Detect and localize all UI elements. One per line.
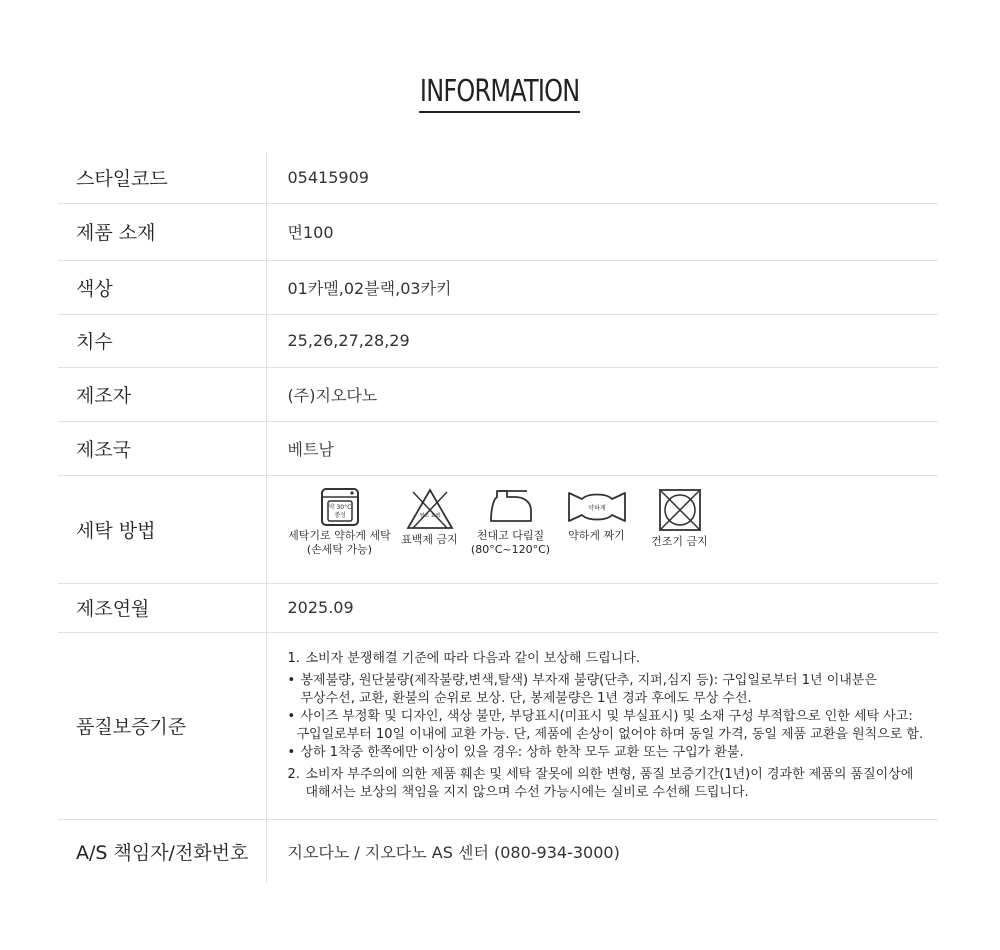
- table-row: [58, 632, 938, 819]
- material-label: 제품 소재: [58, 203, 266, 260]
- as-value: 지오다노 / 지오다노 AS 센터 (080-934-3000): [287, 842, 620, 862]
- manufacture-date-label: 제조연월: [58, 583, 266, 632]
- care-item-wash: [288, 487, 392, 557]
- quality-label: 품질보증기준: [58, 632, 266, 819]
- washing-icons: [266, 475, 938, 583]
- bullet-2-line-2: 구입일로부터 10일 이내에 교환 가능. 단, 제품에 손상이 없어야 하며 동일 가격, 동일 제품 교환을 원칙으로 함.: [296, 726, 924, 742]
- quality-item-2: [288, 766, 939, 802]
- table-row: [58, 203, 938, 260]
- quality-notes: [288, 650, 939, 802]
- color-label: 색상: [58, 260, 266, 314]
- table-row: [58, 367, 938, 421]
- quality-item-1-text: 소비자 분쟁해결 기준에 따라 다음과 같이 보상해 드립니다.: [305, 650, 640, 666]
- wash-tub-30-icon: [320, 487, 360, 527]
- table-row: [58, 260, 938, 314]
- table-row: [58, 475, 938, 583]
- information-title: INFORMATION: [419, 74, 580, 113]
- quality-value: [266, 632, 938, 819]
- wash-caption: 세탁기로 약하게 세탁: [288, 529, 391, 542]
- bleach-inner-text: 염소 표백: [419, 513, 440, 519]
- size-label: 치수: [58, 314, 266, 367]
- iron-caption: 천대고 다림질: [476, 529, 545, 542]
- washing-label: 세탁 방법: [58, 475, 266, 583]
- wring-caption: 약하게 짜기: [568, 529, 625, 542]
- iron-icon: [487, 487, 535, 527]
- style-code-label: 스타일코드: [58, 152, 266, 203]
- wash-caption-sub: (손세탁 가능): [306, 543, 373, 556]
- as-label: A/S 책임자/전화번호: [58, 819, 266, 883]
- table-row: [58, 152, 938, 203]
- quality-item-2-line-1: 소비자 부주의에 의한 제품 훼손 및 세탁 잘못에 의한 변형, 품질 보증기간(1년)이 경과한 제품의 품질이상에: [305, 766, 914, 782]
- information-title-wrap: [0, 74, 1000, 113]
- color-value: 01카멜,02블랙,03카키: [287, 278, 452, 298]
- table-row: [58, 819, 938, 883]
- bullet-1-line-1: 봉제불량, 원단불량(제작불량,변색,탈색) 부자재 불량(단추, 지퍼,심지 등): 구입일로부터 1년 이내분은: [300, 672, 877, 688]
- manufacturer-label: 제조자: [58, 367, 266, 421]
- gentle-wring-icon: [566, 487, 628, 527]
- manufacturer-value: (주)지오다노: [287, 385, 378, 405]
- quality-item-1-num: 1.: [287, 650, 300, 666]
- country-value: 베트남: [287, 439, 334, 459]
- quality-bullet: • 상하 1착중 한쪽에만 이상이 있을 경우: 상하 한착 모두 교환 또는 구입가 환불.: [287, 744, 744, 760]
- table-row: [58, 421, 938, 475]
- quality-item-1: [288, 650, 939, 668]
- quality-bullet: • 사이즈 부정확 및 디자인, 색상 불만, 부당표시(미표시 및 부실표시) 및 소재 구성 부적합으로 인한 세탁 사고: 구입일로부터 10일 이내에 교환 가능. 단, 제품에 손상이 없어야 하며 동일 가격, 동일 제품 교환을 원칙으로 함.: [287, 708, 924, 742]
- wash-temp-text: 약 30°C: [328, 504, 351, 511]
- table-row: [58, 583, 938, 632]
- wash-neutral-text: 중성: [333, 512, 346, 519]
- quality-item-2-num: 2.: [287, 766, 300, 782]
- care-icons-row: [288, 479, 939, 579]
- bullet-3-line-1: 상하 1착중 한쪽에만 이상이 있을 경우: 상하 한착 모두 교환 또는 구입가 환불.: [300, 744, 744, 760]
- material-value: 면100: [287, 223, 334, 242]
- iron-caption-sub: (80°C~120°C): [470, 543, 551, 556]
- care-item-bleach: [392, 487, 468, 547]
- bleach-caption: 표백제 금지: [401, 533, 458, 546]
- no-tumble-dry-icon: [657, 487, 703, 533]
- dryer-caption: 건조기 금지: [651, 535, 708, 548]
- quality-item-2-line-2: 대해서는 보상의 책임을 지지 않으며 수선 가능시에는 실비로 수선해 드립니다.: [305, 784, 749, 800]
- style-code-value: 05415909: [287, 167, 369, 187]
- no-bleach-icon: [405, 487, 455, 531]
- wring-inner-text: 약하게: [587, 505, 606, 512]
- table-row: [58, 314, 938, 367]
- bullet-1-line-2: 무상수선, 교환, 환불의 순위로 보상. 단, 봉제불량은 1년 경과 후에도 무상 수선.: [300, 690, 752, 706]
- care-item-dryer: [640, 487, 720, 549]
- size-value: 25,26,27,28,29: [287, 331, 410, 350]
- quality-bullet: • 봉제불량, 원단불량(제작불량,변색,탈색) 부자재 불량(단추, 지퍼,심지 등): 구입일로부터 1년 이내분은 무상수선, 교환, 환불의 순위로 보상. 단, 봉제불량은 1년 경과 후에도 무상 수선.: [287, 672, 877, 706]
- care-item-wring: [554, 487, 640, 543]
- country-label: 제조국: [58, 421, 266, 475]
- bullet-2-line-1: 사이즈 부정확 및 디자인, 색상 불만, 부당표시(미표시 및 부실표시) 및 소재 구성 부적합으로 인한 세탁 사고:: [300, 708, 913, 724]
- care-item-iron: [468, 487, 554, 557]
- product-info-table: [58, 152, 938, 883]
- manufacture-date-value: 2025.09: [287, 598, 354, 617]
